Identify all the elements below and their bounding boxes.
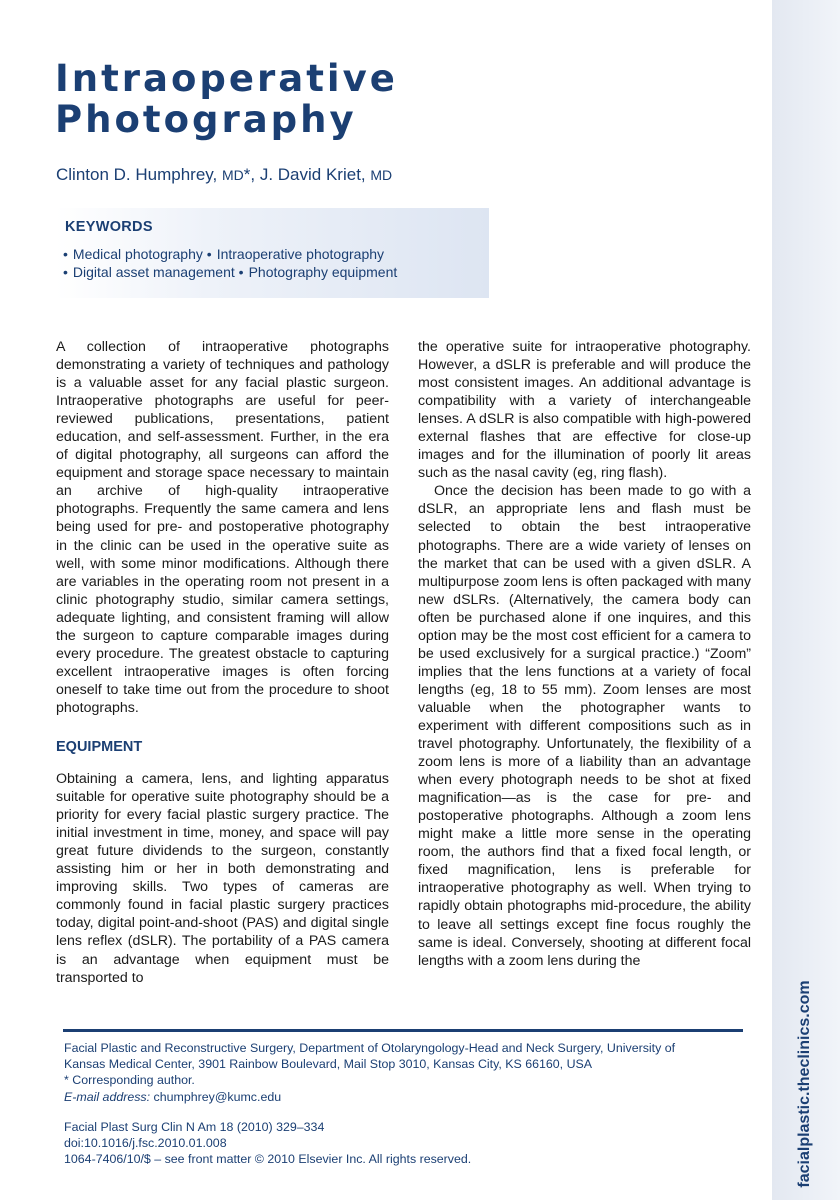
- corresponding-mark: *: [243, 165, 251, 184]
- keywords-heading: KEYWORDS: [65, 219, 153, 235]
- keyword-item: Digital asset management: [72, 264, 235, 280]
- title-line-1: Intraoperative: [55, 57, 398, 100]
- keyword-item: Medical photography: [72, 246, 203, 262]
- keywords-line-2: [63, 264, 397, 280]
- right-paragraph-2: Once the decision has been made to go with a dSLR, an appropriate lens and flash must be selected to obtain the best intraoperative photographs. There are a wide variety of lenses on the market that can be used with a given dSLR. A multipurpose zoom lens is often packaged with many new dSLRs. (Alternatively, the camera body can often be purchased alone if one inquires, and this option may be the most cost efficient for a camera to be used exclusively for a surgical practice.) “Zoom” implies that the lens functions at a variety of focal lengths (eg, 18 to 55 mm). Zoom lenses are most valuable when the photographer wants to experiment with different compositions such as in travel photography. Unfortunately, the flexibility of a zoom lens is more of a liability than an advantage when every photograph needs to be shot at fixed magnification—as is the case for pre- and postoperative photographs. Although a zoom lens might make a little more sense in the operating room, the authors find that a fixed focal length, or fixed magnification, lens is preferable for intraoperative photography as well. When trying to rapidly obtain photographs mid-procedure, the ability to leave all settings except fine focus roughly the same is ideal. Conversely, shooting at different focal lengths with a zoom lens during the: [418, 483, 751, 969]
- right-paragraph-1: the operative suite for intraoperative photography. However, a dSLR is preferable and will produce the most consistent images. An additional advantage is compatibility with a variety of interchangeable lenses. A dSLR is also compatible with high-powered external flashes that are effective for close-up images and for the illumination of poorly lit areas such as the nasal cavity (eg, ring flash).: [418, 339, 751, 482]
- author-2-degree: MD: [370, 167, 393, 183]
- title-line-2: Photography: [55, 98, 357, 141]
- affiliation-line-2: Kansas Medical Center, 3901 Rainbow Boulevard, Mail Stop 3010, Kansas City, KS 66160, USA: [64, 1057, 593, 1072]
- author-2-name: , J. David Kriet,: [250, 165, 366, 184]
- copyright: 1064-7406/10/$ – see front matter © 2010 Elsevier Inc. All rights reserved.: [64, 1152, 472, 1167]
- equipment-paragraph: Obtaining a camera, lens, and lighting apparatus suitable for operative suite photography should be a priority for every facial plastic surgery practice. The initial investment in time, money, and space will pay great future dividends to the surgeon, constantly assisting him or her in both demonstrating and improving skills. Two types of cameras are commonly found in facial plastic surgery practices today, digital point-and-shoot (PAS) and digital single lens reflex (dSLR). The portability of a PAS camera is an advantage when equipment must be transported to: [56, 771, 389, 986]
- doi[interactable]: doi:10.1016/j.fsc.2010.01.008: [64, 1136, 227, 1151]
- journal-site-label: [795, 980, 815, 1188]
- keywords-line-1: [63, 246, 384, 262]
- journal-site-link[interactable]: facialplastic.theclinics.com: [796, 980, 813, 1188]
- bullet-icon: •: [238, 264, 244, 280]
- keyword-item: Intraoperative photography: [216, 246, 385, 262]
- citation: Facial Plast Surg Clin N Am 18 (2010) 329–334: [64, 1119, 325, 1134]
- article-footer: [64, 1040, 754, 1167]
- author-1-degree: MD: [221, 167, 244, 183]
- bullet-icon: •: [63, 246, 68, 262]
- footer-divider: [63, 1029, 743, 1032]
- author-1-name: Clinton D. Humphrey,: [56, 165, 218, 184]
- email-line: [64, 1089, 754, 1105]
- body-column-left: [56, 338, 389, 987]
- email-link[interactable]: chumphrey@kumc.edu: [153, 1089, 282, 1104]
- footer-spacer: [64, 1105, 754, 1119]
- intro-paragraph: A collection of intraoperative photographs demonstrating a variety of techniques and pathology is a valuable asset for any facial plastic surgeon. Intraoperative photographs are useful for peer-reviewed publications, presentations, patient education, and self-assessment. Further, in the era of digital photography, all surgeons can afford the equipment and storage space necessary to maintain an archive of high-quality intraoperative photographs. Frequently the same camera and lens being used for pre- and postoperative photography in the clinic can be used in the operative suite as well, with some minor modifications. Although there are variables in the operating room not present in a clinic photography studio, similar camera settings, adequate lighting, and consistent framing will allow the surgeon to capture comparable images during every procedure. The greatest obstacle to capturing excellent intraoperative images is often forcing oneself to take time out from the procedure to shoot photographs.: [56, 339, 389, 716]
- bullet-icon: •: [206, 246, 212, 262]
- section-heading-equipment: EQUIPMENT: [56, 738, 143, 755]
- keywords-box: [56, 208, 489, 298]
- body-column-right: [418, 338, 751, 970]
- bullet-icon: •: [63, 264, 68, 280]
- email-label: E-mail address:: [64, 1089, 151, 1104]
- affiliation-line-1: Facial Plastic and Reconstructive Surgery, Department of Otolaryngology-Head and Neck Surgery, University of: [64, 1041, 676, 1055]
- author-list: [56, 165, 392, 185]
- article-title: [55, 58, 398, 140]
- keyword-item: Photography equipment: [248, 264, 398, 280]
- corresponding-note: * Corresponding author.: [64, 1073, 195, 1088]
